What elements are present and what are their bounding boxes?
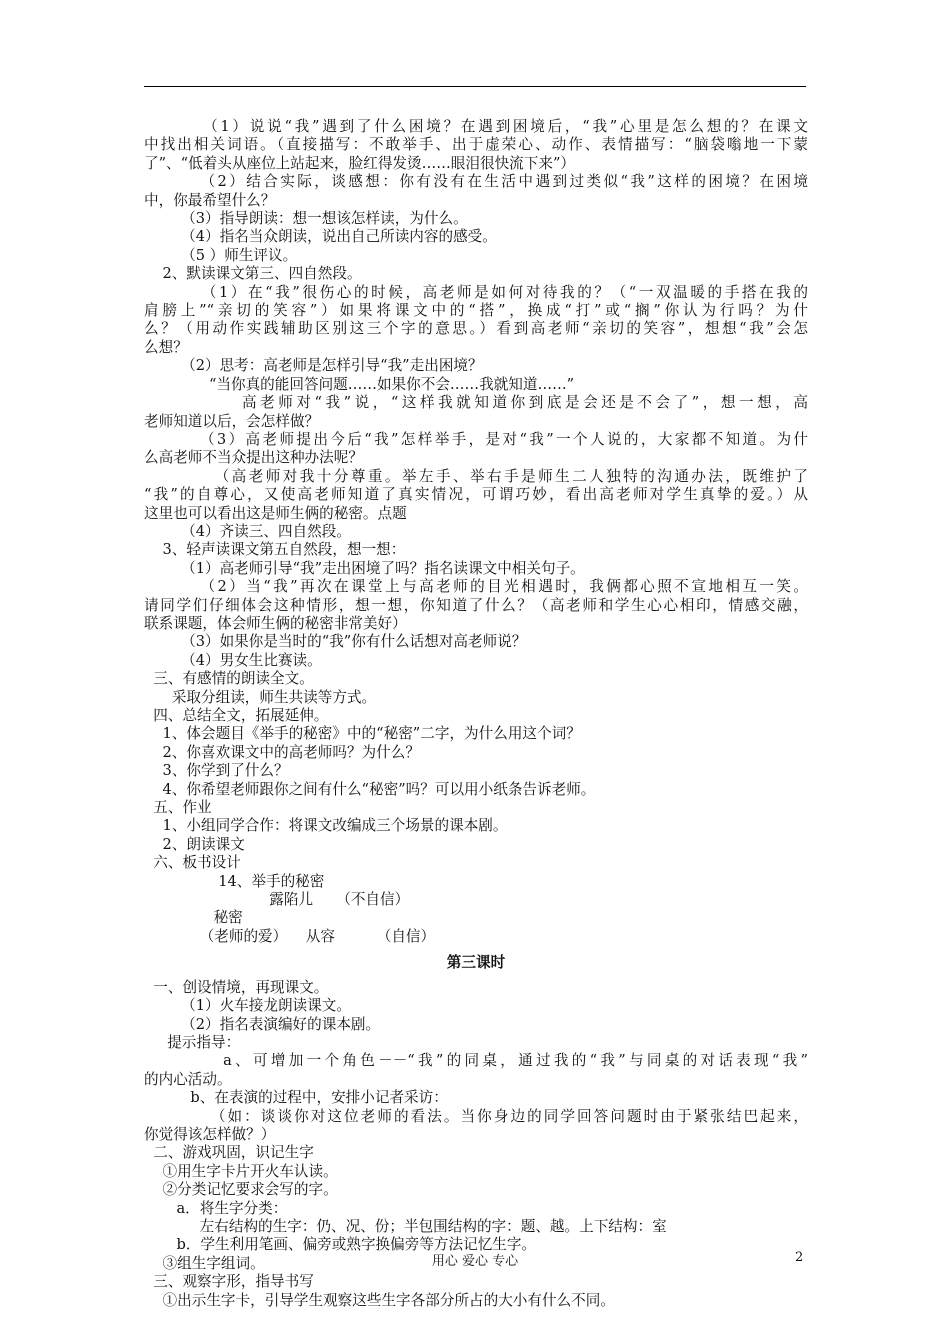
- text-line: （2）结合实际，谈感想：你有没有在生活中遇到过类似“我”这样的困境？在困境: [144, 173, 808, 191]
- text-line: 三、观察字形，指导书写: [144, 1273, 314, 1291]
- text-line: （如：谈谈你对这位老师的看法。当你身边的同学回答问题时由于紧张结巴起来，: [144, 1107, 808, 1125]
- text-line: 这里也可以看出这是师生俩的秘密。点题: [144, 504, 407, 522]
- page-number: 2: [795, 1250, 804, 1265]
- text-line: 1、体会题目《举手的秘密》中的“秘密”二字，为什么用这个词？: [144, 725, 581, 743]
- text-line: 2、朗读课文: [144, 835, 245, 853]
- text-line: 秘密: [144, 909, 243, 927]
- text-line: 么高老师不当众提出这种办法呢？: [144, 449, 363, 467]
- text-line: 五、作业: [144, 799, 212, 817]
- text-line: ②分类记忆要求会写的字。: [144, 1181, 338, 1199]
- text-line: 请同学们仔细体会这种情形，想一想，你知道了什么？（高老师和学生心心相印，情感交融，: [144, 596, 808, 614]
- text-line: （3）指导朗读：想一想该怎样读，为什么。: [144, 210, 468, 228]
- text-line: （1）在“我”很伤心的时候，高老师是如何对待我的？（“一双温暖的手搭在我的: [144, 283, 808, 301]
- text-line: ③组生字组词。: [144, 1254, 265, 1272]
- text-line: 左右结构的生字：仍、况、份；半包围结构的字：题、越。上下结构：室: [144, 1217, 667, 1235]
- text-line: 提示指导：: [144, 1033, 241, 1051]
- text-line: “当你真的能回答问题……如果你不会……我就知道……”: [144, 375, 575, 393]
- footer-motto: 用心 爱心 专心: [431, 1254, 519, 1269]
- text-line: a、可增加一个角色－－“我”的同桌，通过我的“我”与同桌的对话表现“我”: [144, 1052, 808, 1070]
- text-line: 联系课题，体会师生俩的秘密非常美好）: [144, 614, 407, 632]
- text-line: 4、你希望老师跟你之间有什么“秘密”吗？可以用小纸条告诉老师。: [144, 780, 596, 798]
- text-line: （1）火车接龙朗读课文。: [144, 997, 351, 1015]
- text-line: 么？（用动作实践辅助区别这三个字的意思。）看到高老师“亲切的笑容”，想想“我”会怎: [144, 320, 808, 338]
- text-line: （4）指名当众朗读，说出自己所读内容的感受。: [144, 228, 497, 246]
- text-line: 么想？: [144, 338, 188, 356]
- text-line: （5 ）师生评议。: [144, 246, 298, 264]
- text-line: （3）如果你是当时的“我”你有什么话想对高老师说？: [144, 633, 527, 651]
- text-line: 肩膀上”“亲切的笑容”）如果将课文中的“搭”，换成“打”或“搁”你认为行吗？为什: [144, 302, 808, 320]
- text-line: （2）思考：高老师是怎样引导“我”走出困境？: [144, 357, 483, 375]
- text-line: ①出示生字卡，引导学生观察这些生字各部分所占的大小有什么不同。: [144, 1291, 615, 1309]
- text-line: （老师的爱） 从容 （自信）: [144, 927, 436, 945]
- text-line: 四、总结全文，拓展延伸。: [144, 707, 329, 724]
- document-body: [144, 118, 808, 1310]
- text-line: 中找出相关词语。（直接描写：不敢举手、出于虚荣心、动作、表情描写：“脑袋嗡地一下蒙: [144, 136, 808, 154]
- text-line: （4）男女生比赛读。: [144, 651, 322, 669]
- text-line: （高老师对我十分尊重。举左手、举右手是师生二人独特的沟通办法，既维护了: [144, 467, 808, 485]
- text-line: b．学生利用笔画、偏旁或熟字换偏旁等方法记忆生字。: [144, 1236, 537, 1254]
- header-rule: [144, 86, 806, 87]
- text-line: 一、创设情境，再现课文。: [144, 978, 329, 996]
- text-line: 3、轻声读课文第五自然段，想一想：: [144, 541, 406, 559]
- text-line: 2、默读课文第三、四自然段。: [144, 265, 362, 283]
- text-line: 的内心活动。: [144, 1070, 232, 1088]
- text-line: a．将生字分类：: [144, 1199, 288, 1217]
- text-line: （2）指名表演编好的课本剧。: [144, 1015, 381, 1033]
- text-line: 露陷儿 （不自信）: [144, 891, 410, 909]
- text-line: 老师知道以后，会怎样做？: [144, 412, 320, 430]
- text-line: 六、板书设计: [144, 854, 241, 872]
- text-line: “我”的自尊心，又使高老师知道了真实情况，可谓巧妙，看出高老师对学生真挚的爱。）从: [144, 486, 808, 504]
- text-line: b、在表演的过程中，安排小记者采访：: [144, 1089, 448, 1107]
- text-line: 中，你最希望什么？: [144, 191, 276, 209]
- text-line: 三、有感情的朗读全文。: [144, 670, 314, 688]
- text-line: 你觉得该怎样做？）: [144, 1125, 276, 1143]
- text-line: （1）高老师引导“我”走出困境了吗？指名读课文中相关句子。: [144, 559, 585, 577]
- text-line: ①用生字卡片开火车认读。: [144, 1162, 338, 1180]
- text-line: 14、举手的秘密: [144, 872, 325, 890]
- text-line: （1）说说“我”遇到了什么困境？在遇到困境后，“我”心里是怎么想的？在课文: [144, 118, 808, 135]
- text-line: （3）高老师提出今后“我”怎样举手，是对“我”一个人说的，大家都不知道。为什: [144, 430, 808, 448]
- text-line: 二、游戏巩固，识记生字: [144, 1144, 314, 1162]
- text-line: 高老师对“我”说，“这样我就知道你到底是会还是不会了”，想一想，高: [144, 394, 808, 412]
- section-heading: 第三课时: [446, 954, 506, 972]
- text-line: 了”、“低着头从座位上站起来，脸红得发烫……眼泪很快流下来”）: [144, 154, 576, 172]
- text-line: （2）当“我”再次在课堂上与高老师的目光相遇时，我俩都心照不宣地相互一笑。: [144, 578, 808, 596]
- text-line: （4）齐读三、四自然段。: [144, 522, 351, 540]
- text-line: 2、你喜欢课文中的高老师吗？为什么？: [144, 743, 420, 761]
- text-line: 3、你学到了什么？: [144, 762, 289, 780]
- text-line: 采取分组读，师生共读等方式。: [144, 688, 377, 706]
- text-line: 1、小组同学合作：将课文改编成三个场景的课本剧。: [144, 817, 508, 835]
